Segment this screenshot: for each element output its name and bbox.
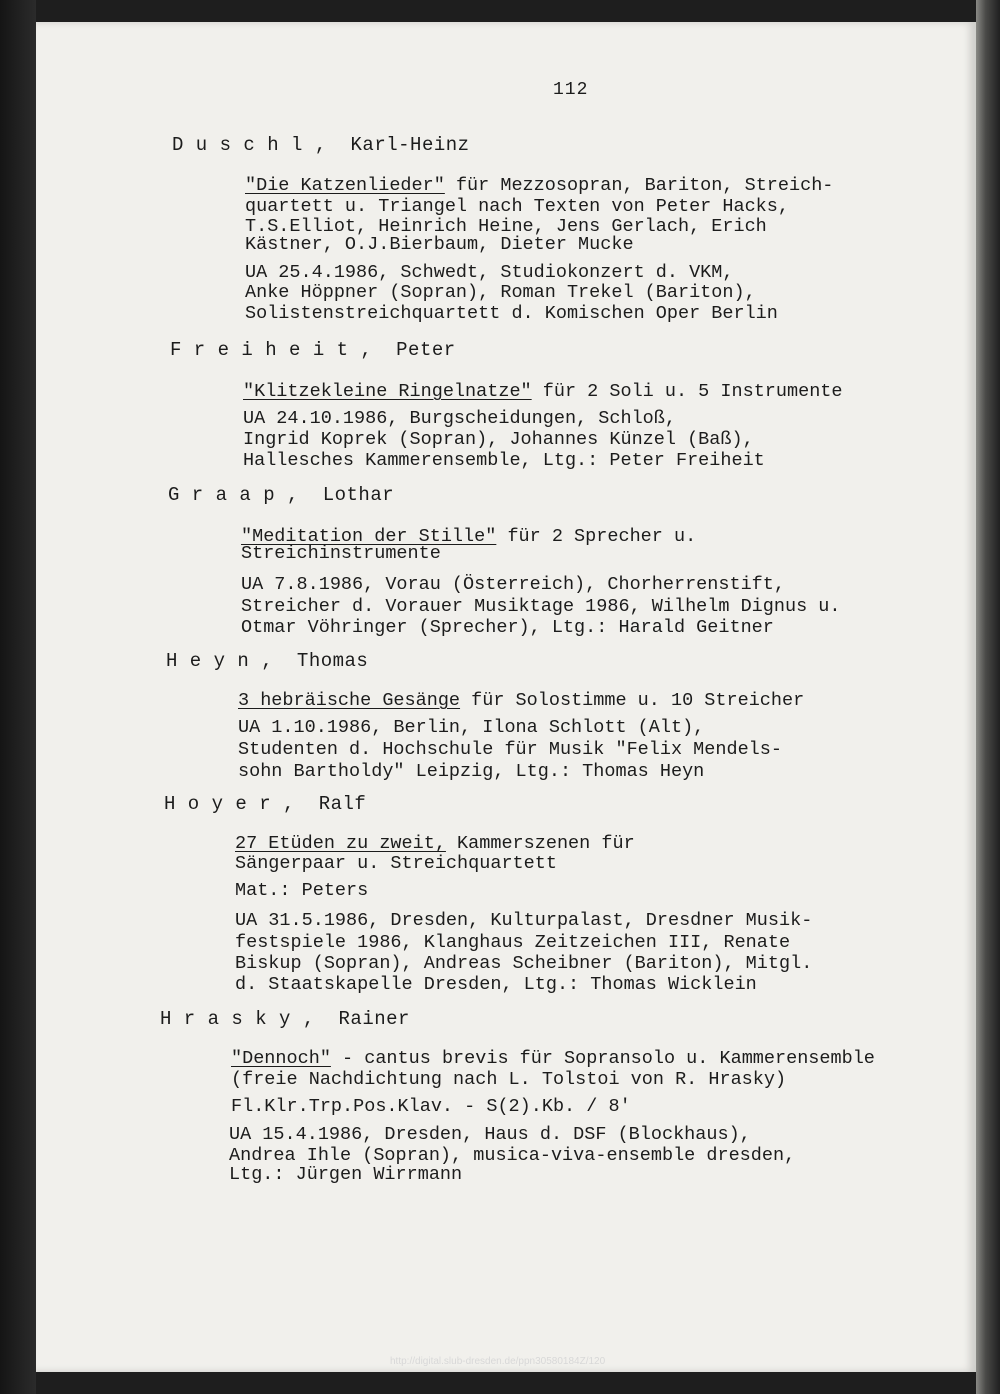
entry-line [238,692,804,711]
entry-line: T.S.Elliot, Heinrich Heine, Jens Gerlach, Erich [245,216,767,237]
work-title: 3 hebräische Gesänge [238,690,461,711]
entry-line: Fl.Klr.Trp.Pos.Klav. - S(2).Kb. / 8' [231,1096,631,1117]
work-title: "Die Katzenlieder" [245,175,445,196]
entry-line: UA 7.8.1986, Vorau (Österreich), Chorherrenstift, [241,574,785,595]
work-description: Kammerszenen für [445,833,635,854]
entry-line: UA 1.10.1986, Berlin, Ilona Schlott (Alt), [238,717,705,738]
entry-line: UA 31.5.1986, Dresden, Kulturpalast, Dresdner Musik- [235,910,813,931]
entry-line: festspiele 1986, Klanghaus Zeitzeichen III, Renate [235,932,791,953]
entry-line: Ltg.: Jürgen Wirrmann [229,1164,463,1185]
entry-line: Solistenstreichquartett d. Komischen Oper Berlin [245,303,778,324]
scan-left-margin [0,0,36,1394]
entry-line [235,835,635,854]
composer-heading: G r a a p , Lothar [168,484,395,506]
entry-line: Kästner, O.J.Bierbaum, Dieter Mucke [245,234,634,255]
work-description: für 2 Sprecher u. [496,526,697,547]
entry-line: Ingrid Koprek (Sopran), Johannes Künzel (Baß), [243,429,754,450]
entry-line: Streichinstrumente [241,543,441,564]
work-description: für Mezzosopran, Bariton, Streich- [444,175,834,196]
work-title: "Dennoch" [231,1048,331,1069]
book-edge [976,0,1000,1394]
page-number: 112 [553,80,589,100]
entry-line: d. Staatskapelle Dresden, Ltg.: Thomas Wicklein [235,974,757,995]
entry-line: quartett u. Triangel nach Texten von Peter Hacks, [245,196,789,217]
work-description: für 2 Soli u. 5 Instrumente [531,381,843,402]
composer-heading: H o y e r , Ralf [164,793,367,815]
composer-heading: D u s c h l , Karl-Heinz [172,134,470,156]
entry-line: Mat.: Peters [235,880,369,901]
work-description: - cantus brevis für Sopransolo u. Kammerensemble [330,1048,875,1069]
entry-line: UA 25.4.1986, Schwedt, Studiokonzert d. VKM, [245,262,734,283]
composer-heading: H r a s k y , Rainer [160,1008,410,1030]
entry-line [243,383,843,402]
entry-line: sohn Bartholdy" Leipzig, Ltg.: Thomas Heyn [238,761,705,782]
entry-line: Streicher d. Vorauer Musiktage 1986, Wilhelm Dignus u. [241,596,841,617]
entry-line: Andrea Ihle (Sopran), musica-viva-ensemble dresden, [229,1145,796,1166]
composer-heading: F r e i h e i t , Peter [170,339,456,361]
entry-line: (freie Nachdichtung nach L. Tolstoi von R. Hrasky) [231,1069,787,1090]
entry-line [245,177,833,196]
source-url: http://digital.slub-dresden.de/ppn30580184Z/120 [390,1356,606,1367]
work-description: für Solostimme u. 10 Streicher [460,690,805,711]
entry-line: Anke Höppner (Sopran), Roman Trekel (Bariton), [245,282,756,303]
entry-line [231,1050,875,1069]
work-title: "Klitzekleine Ringelnatze" [243,381,532,402]
composer-heading: H e y n , Thomas [166,650,369,672]
entry-line: UA 24.10.1986, Burgscheidungen, Schloß, [243,408,676,429]
entry-line: UA 15.4.1986, Dresden, Haus d. DSF (Blockhaus), [229,1124,751,1145]
entry-line: Hallesches Kammerensemble, Ltg.: Peter Freiheit [243,450,765,471]
entry-line: Otmar Vöhringer (Sprecher), Ltg.: Harald Geitner [241,617,774,638]
entry-line: Studenten d. Hochschule für Musik "Felix Mendels- [238,739,782,760]
work-title: 27 Etüden zu zweit, [235,833,446,854]
entry-line: Biskup (Sopran), Andreas Scheibner (Bariton), Mitgl. [235,953,813,974]
entry-line: Sängerpaar u. Streichquartett [235,853,557,874]
work-title: "Meditation der Stille" [241,526,497,547]
